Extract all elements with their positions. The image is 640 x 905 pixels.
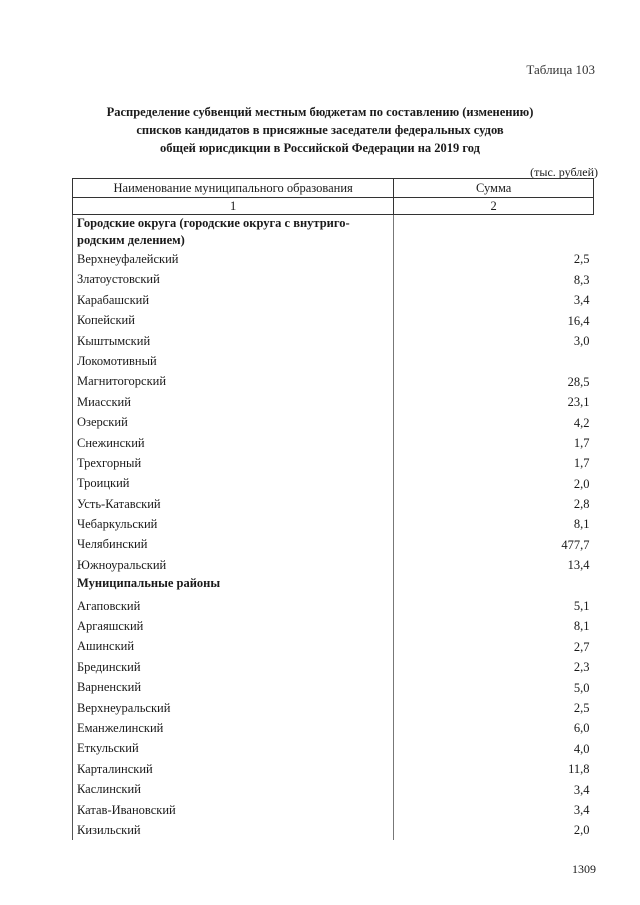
table-row xyxy=(73,596,594,616)
sum-value: 3,4 xyxy=(394,800,594,820)
municipality-name: Кыштымский xyxy=(73,331,394,351)
title-line: общей юрисдикции в Российской Федерации на 2019 год xyxy=(160,141,480,155)
table-row xyxy=(73,738,594,758)
municipality-name: Трехгорный xyxy=(73,453,394,473)
sum-value: 477,7 xyxy=(394,534,594,554)
sum-value: 8,1 xyxy=(394,514,594,534)
table-row xyxy=(73,494,594,514)
sum-value: 4,0 xyxy=(394,738,594,758)
title-line: Распределение субвенций местным бюджетам по составлению (изменению) xyxy=(106,105,534,119)
sum-value: 28,5 xyxy=(394,371,594,391)
municipality-name: Еткульский xyxy=(73,738,394,758)
municipality-name: Миасский xyxy=(73,392,394,412)
municipality-name: Кизильский xyxy=(73,820,394,840)
municipality-name: Еманжелинский xyxy=(73,718,394,738)
municipality-name: Троицкий xyxy=(73,473,394,493)
municipality-name: Усть-Катавский xyxy=(73,494,394,514)
table-row xyxy=(73,657,594,677)
table-row xyxy=(73,698,594,718)
municipality-name: Магнитогорский xyxy=(73,371,394,391)
sum-value: 2,0 xyxy=(394,820,594,840)
sum-value: 2,5 xyxy=(394,698,594,718)
municipality-name: Локомотивный xyxy=(73,351,394,371)
municipality-name: Златоустовский xyxy=(73,269,394,289)
table-row xyxy=(73,779,594,799)
table-row xyxy=(73,433,594,453)
section-heading: Городские округа (городские округа с внутриго-родским делением) xyxy=(73,215,394,250)
column-number-2: 2 xyxy=(394,198,594,215)
municipality-name: Верхнеуфалейский xyxy=(73,249,394,269)
section-row xyxy=(73,215,594,250)
sum-value xyxy=(394,575,594,595)
sum-value: 5,1 xyxy=(394,596,594,616)
table-row xyxy=(73,636,594,656)
sum-value: 8,1 xyxy=(394,616,594,636)
table-row xyxy=(73,249,594,269)
sum-value: 2,8 xyxy=(394,494,594,514)
table-title xyxy=(60,103,580,157)
municipality-name: Варненский xyxy=(73,677,394,697)
municipality-name: Аргаяшский xyxy=(73,616,394,636)
municipality-name: Брединский xyxy=(73,657,394,677)
sum-value: 13,4 xyxy=(394,555,594,575)
table-row xyxy=(73,453,594,473)
sum-value: 5,0 xyxy=(394,677,594,697)
sum-value xyxy=(394,351,594,371)
section-row xyxy=(73,575,594,595)
table-row xyxy=(73,718,594,738)
table-row xyxy=(73,392,594,412)
sum-value xyxy=(394,215,594,250)
header-name: Наименование муниципального образования xyxy=(73,179,394,198)
table-row xyxy=(73,514,594,534)
sum-value: 8,3 xyxy=(394,269,594,289)
sum-value: 6,0 xyxy=(394,718,594,738)
municipality-name: Карталинский xyxy=(73,759,394,779)
municipality-name: Агаповский xyxy=(73,596,394,616)
table-number: Таблица 103 xyxy=(526,62,595,77)
sum-value: 4,2 xyxy=(394,412,594,432)
table-row xyxy=(73,371,594,391)
table-row xyxy=(73,290,594,310)
column-number-1: 1 xyxy=(73,198,394,215)
table-body xyxy=(73,215,594,841)
header-sum: Сумма xyxy=(394,179,594,198)
municipality-name: Снежинский xyxy=(73,433,394,453)
sum-value: 2,7 xyxy=(394,636,594,656)
table-row xyxy=(73,351,594,371)
table-row xyxy=(73,820,594,840)
municipality-name: Каслинский xyxy=(73,779,394,799)
municipality-name: Озерский xyxy=(73,412,394,432)
table-row xyxy=(73,331,594,351)
sum-value: 3,4 xyxy=(394,779,594,799)
sum-value: 3,0 xyxy=(394,331,594,351)
municipality-name: Челябинский xyxy=(73,534,394,554)
page-number: 1309 xyxy=(572,862,596,876)
municipality-name: Ашинский xyxy=(73,636,394,656)
table-row xyxy=(73,759,594,779)
sum-value: 2,3 xyxy=(394,657,594,677)
municipality-name: Чебаркульский xyxy=(73,514,394,534)
sum-value: 2,0 xyxy=(394,473,594,493)
sum-value: 2,5 xyxy=(394,249,594,269)
title-line: списков кандидатов в присяжные заседатели федеральных судов xyxy=(136,123,504,137)
units-label: (тыс. рублей) xyxy=(530,165,598,179)
sum-value: 1,7 xyxy=(394,453,594,473)
municipality-name: Копейский xyxy=(73,310,394,330)
sum-value: 23,1 xyxy=(394,392,594,412)
sum-value: 16,4 xyxy=(394,310,594,330)
municipality-name: Катав-Ивановский xyxy=(73,800,394,820)
table-row xyxy=(73,616,594,636)
table-row xyxy=(73,800,594,820)
municipality-name: Южноуральский xyxy=(73,555,394,575)
sum-value: 11,8 xyxy=(394,759,594,779)
table-row xyxy=(73,555,594,575)
municipality-name: Верхнеуральский xyxy=(73,698,394,718)
table-row xyxy=(73,269,594,289)
table-row xyxy=(73,677,594,697)
sum-value: 1,7 xyxy=(394,433,594,453)
subsidy-table xyxy=(72,178,594,840)
section-heading: Муниципальные районы xyxy=(73,575,394,595)
table-row xyxy=(73,310,594,330)
table-row xyxy=(73,473,594,493)
sum-value: 3,4 xyxy=(394,290,594,310)
table-row xyxy=(73,412,594,432)
municipality-name: Карабашский xyxy=(73,290,394,310)
table-row xyxy=(73,534,594,554)
